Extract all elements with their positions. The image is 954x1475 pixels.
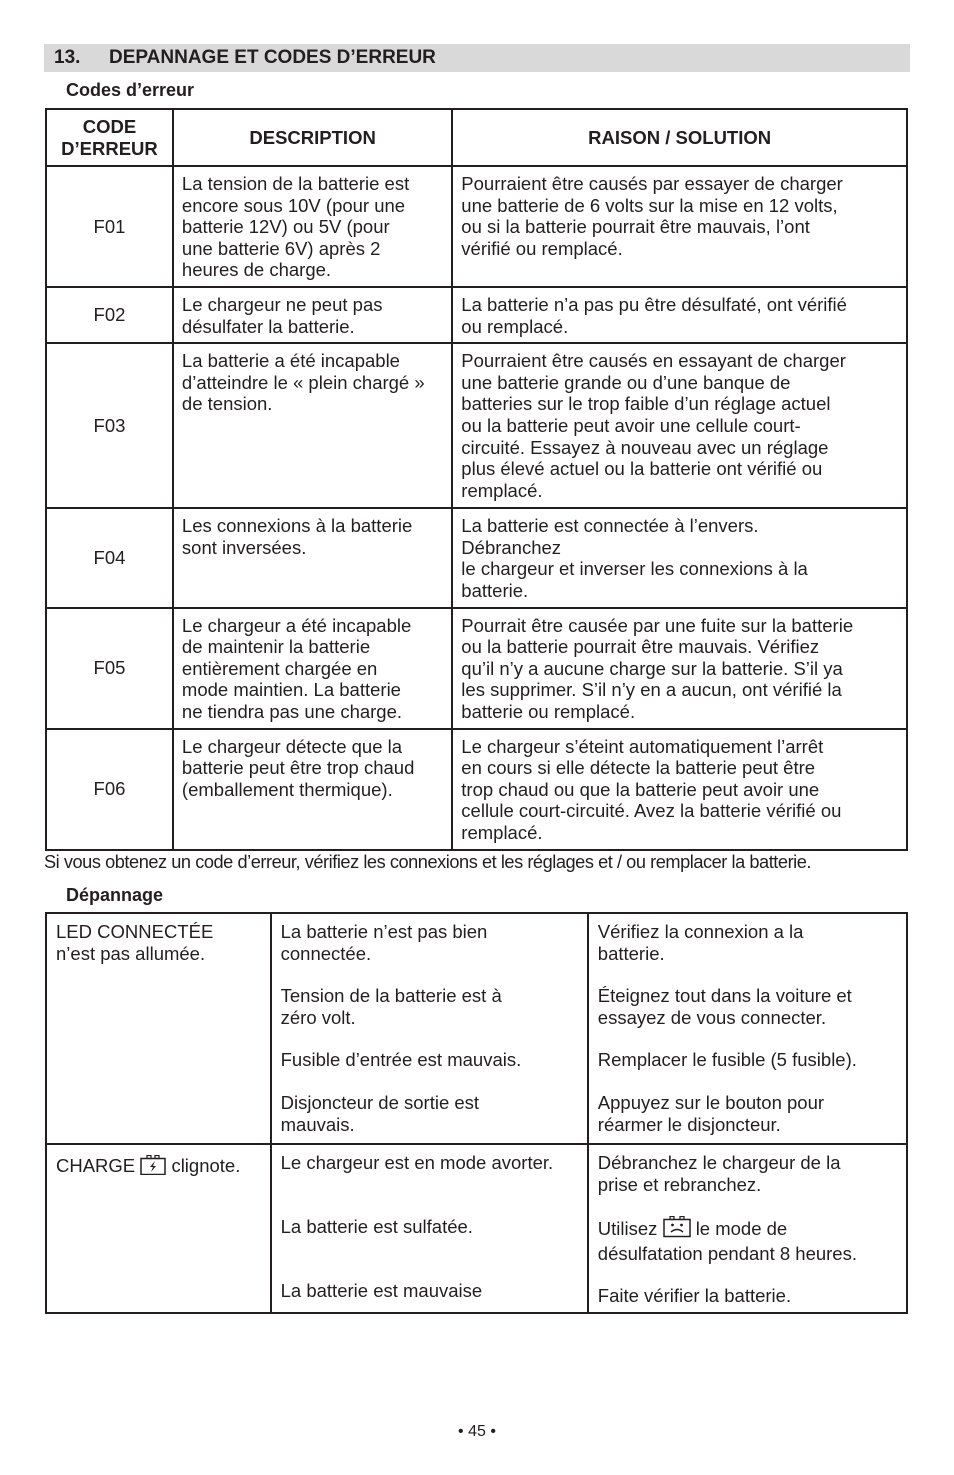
error-solution: La batterie n’a pas pu être désulfaté, ont vérifié ou remplacé. [452,287,907,343]
error-solution: Pourrait être causée par une fuite sur la batterie ou la batterie pourrait être mauvais. Vérifiez qu’il n’y a aucune charge sur la batterie. S’il ya les supprimer. S’il n’y en a aucun, ont vérifié la batterie ou remplacé. [452,608,907,729]
table-row [46,166,907,287]
error-solution: Le chargeur s’éteint automatiquement l’arrêt en cours si elle détecte la batterie peut être trop chaud ou que la batterie peut avoir une cellule court-circuité. Avez la batterie vérifié ou remplacé. [452,729,907,850]
desulfation-battery-icon [663,1216,691,1243]
charging-battery-icon [140,1155,166,1180]
solutions-charge: Débranchez le chargeur de la prise et rebranchez. Utilisez le mode de désulfatation pendant 8 heures. Faite vérifier la batterie. [588,1144,907,1313]
table-row [46,1144,907,1313]
header-description: DESCRIPTION [173,109,452,166]
error-solution: La batterie est connectée à l’envers. Débranchez le chargeur et inverser les connexions à la batterie. [452,508,907,607]
symptom-charge: CHARGE clignote. [46,1144,271,1313]
table-row [46,508,907,607]
error-code: F01 [46,166,173,287]
table-row [46,343,907,508]
error-description: La batterie a été incapable d’atteindre le « plein chargé » de tension. [173,343,452,508]
solutions-led: Vérifiez la connexion a la batterie. Éteignez tout dans la voiture et essayez de vous connecter. Remplacer le fusible (5 fusible). Appuyez sur le bouton pour réarmer le disjoncteur. [588,913,907,1144]
error-code: F05 [46,608,173,729]
error-code: F03 [46,343,173,508]
header-code: CODE D’ERREUR [46,109,173,166]
error-codes-table [45,108,908,851]
error-solution: Pourraient être causés en essayant de charger une batterie grande ou d’une banque de batteries sur le trop faible d’un réglage actuel ou la batterie peut avoir une cellule court- circuité. Essayez à nouveau avec un réglage plus élevé actuel ou la batterie ont vérifié ou remplacé. [452,343,907,508]
error-description: La tension de la batterie est encore sous 10V (pour une batterie 12V) ou 5V (pour une batterie 6V) après 2 heures de charge. [173,166,452,287]
section-header [44,44,910,72]
header-reason-solution: RAISON / SOLUTION [452,109,907,166]
error-code-note: Si vous obtenez un code d’erreur, vérifiez les connexions et les réglages et / ou remplacer la batterie. [44,852,812,872]
error-solution: Pourraient être causés par essayer de charger une batterie de 6 volts sur la mise en 12 volts, ou si la batterie pourrait être mauvais, l’ont vérifié ou remplacé. [452,166,907,287]
section-title: DEPANNAGE ET CODES D’ERREUR [109,47,436,68]
error-codes-heading: Codes d’erreur [66,80,195,100]
error-description: Le chargeur détecte que la batterie peut être trop chaud (emballement thermique). [173,729,452,850]
table-header-row [46,109,907,166]
error-description: Les connexions à la batterie sont inversées. [173,508,452,607]
troubleshooting-table [45,912,908,1314]
table-row [46,913,907,1144]
table-row [46,287,907,343]
error-description: Le chargeur a été incapable de maintenir la batterie entièrement chargée en mode maintien. La batterie ne tiendra pas une charge. [173,608,452,729]
page-number: • 45 • [458,1423,496,1440]
error-code: F06 [46,729,173,850]
table-row [46,729,907,850]
causes-charge: Le chargeur est en mode avorter. La batterie est sulfatée. La batterie est mauvaise [271,1144,588,1313]
table-row [46,608,907,729]
causes-led: La batterie n’est pas bien connectée. Tension de la batterie est à zéro volt. Fusible d’entrée est mauvais. Disjoncteur de sortie est mauvais. [271,913,588,1144]
error-description: Le chargeur ne peut pas désulfater la batterie. [173,287,452,343]
section-number: 13. [54,47,81,68]
troubleshooting-heading: Dépannage [66,885,164,905]
error-code: F04 [46,508,173,607]
error-code: F02 [46,287,173,343]
symptom-led: LED CONNECTÉE n’est pas allumée. [46,913,271,1144]
